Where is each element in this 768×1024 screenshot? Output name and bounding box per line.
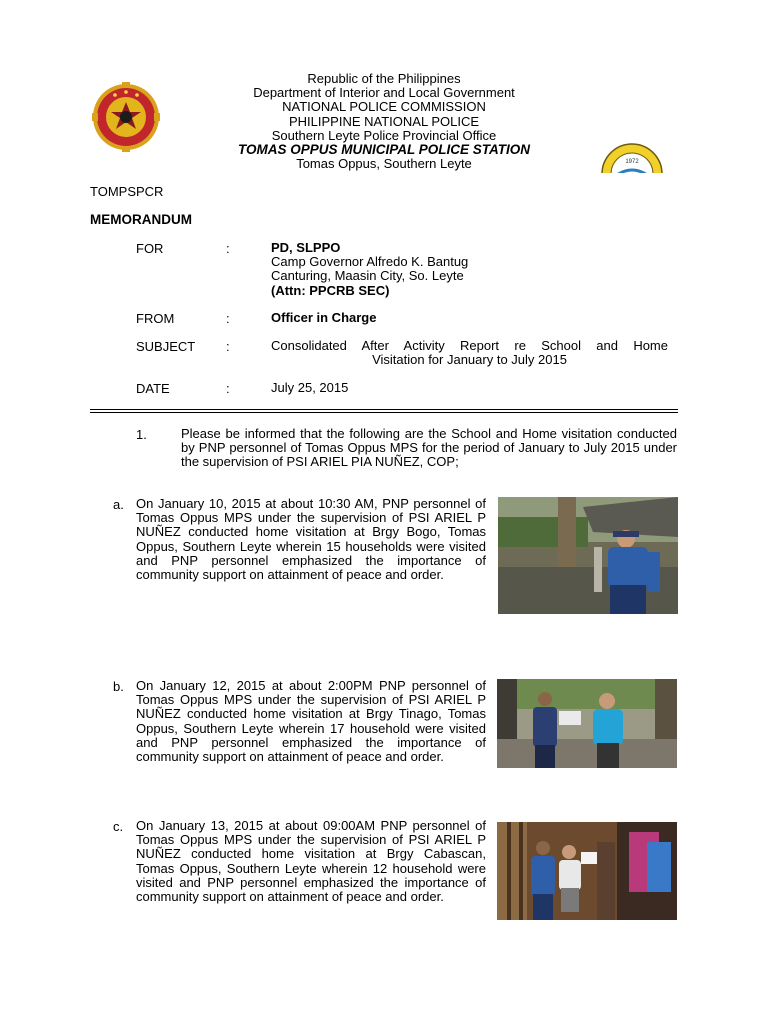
station-location: Tomas Oppus, Southern Leyte [296, 156, 472, 172]
for-recipient [271, 241, 468, 298]
for-colon: : [226, 241, 230, 256]
activity-photo [498, 497, 678, 614]
pnp-badge-icon [86, 80, 166, 154]
memo-title: MEMORANDUM [90, 212, 192, 227]
date-label: DATE [136, 381, 170, 396]
item-text: On January 10, 2015 at about 10:30 AM, PNP personnel of Tomas Oppus MPS under the supervision of PSI ARIEL P NUÑEZ conducted home visitation at Brgy Bogo, Tomas Oppus, Southern Leyte wherein 15 households were visited and PNP personnel emphasized the importance of community support on attainment of peace and order. [136, 496, 486, 583]
subject-colon: : [226, 339, 230, 354]
for-line-2: Camp Governor Alfredo K. Bantug [271, 254, 469, 270]
item-letter: b. [113, 679, 124, 694]
subject-line-1: Consolidated After Activity Report re School and Home [271, 338, 668, 353]
item-letter: c. [113, 819, 124, 834]
subject-label: SUBJECT [136, 339, 196, 354]
subject-line-2: Visitation for January to July 2015 [372, 352, 567, 368]
divider-line [90, 409, 678, 410]
for-line-3: Canturing, Maasin City, So. Leyte [271, 268, 464, 284]
reference-code: TOMPSPCR [90, 184, 164, 199]
police-visit-photo-icon [497, 822, 677, 920]
from-colon: : [226, 311, 230, 326]
paragraph-text: Please be informed that the following are the School and Home visitation conducted by PNP personnel of Tomas Oppus MPS for the period of January to July 2015 under the supervision of PSI ARIEL PIA NUÑEZ, COP; [181, 426, 677, 470]
letterhead-line: Southern Leyte Police Provincial Office [271, 127, 497, 143]
paragraph-number: 1. [136, 427, 147, 442]
for-label: FOR [136, 241, 164, 256]
svg-text:1972: 1972 [625, 159, 639, 165]
pnp-badge-logo [86, 80, 166, 154]
letterhead-line: Department of Interior and Local Government [253, 85, 515, 101]
station-name: TOMAS OPPUS MUNICIPAL POLICE STATION [237, 142, 531, 158]
letterhead-line: PHILIPPINE NATIONAL POLICE [289, 113, 479, 129]
date-value: July 25, 2015 [271, 380, 349, 395]
activity-photo [497, 679, 677, 768]
from-label: FROM [136, 311, 175, 326]
from-value: Officer in Charge [271, 310, 377, 325]
letterhead-line: NATIONAL POLICE COMMISSION [282, 99, 486, 115]
for-line-4: (Attn: PPCRB SEC) [271, 282, 390, 298]
divider-line [90, 412, 678, 413]
letterhead [160, 72, 608, 171]
item-letter: a. [113, 497, 124, 512]
police-visit-photo-icon [497, 679, 677, 768]
subject-value [271, 339, 668, 367]
item-text: On January 13, 2015 at about 09:00AM PNP personnel of Tomas Oppus MPS under the supervision of PSI ARIEL P NUÑEZ conducted home visitation at Brgy Cabascan, Tomas Oppus, Southern Leyte wherein 12 household were visited and PNP personnel emphasized the importance of community support on attainment of peace and order. [136, 818, 486, 905]
date-colon: : [226, 381, 230, 396]
police-visit-photo-icon [498, 497, 678, 614]
for-line-1: PD, SLPPO [271, 240, 341, 255]
letterhead-line: Republic of the Philippines [307, 71, 461, 86]
activity-photo [497, 822, 677, 920]
item-text: On January 12, 2015 at about 2:00PM PNP personnel of Tomas Oppus MPS under the supervision of PSI ARIEL P NUÑEZ conducted home visitation at Brgy Tinago, Tomas Oppus, Southern Leyte wherein 17 household were visited and PNP personnel emphasized the importance of community support on attainment of peace and order. [136, 678, 486, 765]
